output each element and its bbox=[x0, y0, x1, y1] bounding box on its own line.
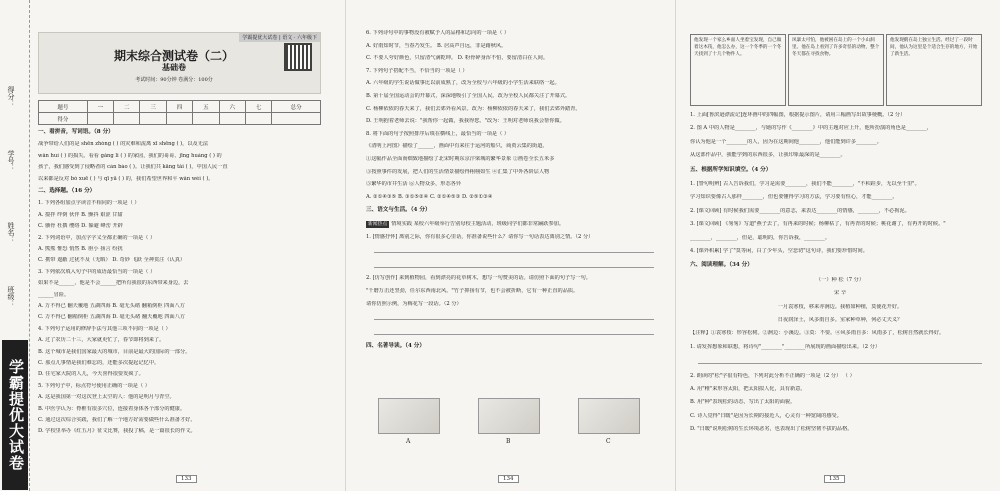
score-header-0: 题号 bbox=[39, 101, 88, 113]
question-text bbox=[690, 399, 990, 406]
line-text: 学习知识要像古人那样________，但也要懂得学习的方法，学习要有恒心，才能________。 bbox=[690, 194, 898, 201]
exam-meta: 考试时间：90分钟 卷满分：100分 bbox=[135, 77, 213, 83]
section-heading bbox=[38, 128, 328, 136]
line-text: 从这部作品中，我能学到的东西很多，让我印象最深的是________。 bbox=[690, 152, 846, 159]
question-text bbox=[38, 141, 328, 148]
poem-line bbox=[690, 317, 990, 324]
question-text bbox=[690, 152, 990, 159]
name-label: 姓名： bbox=[7, 222, 15, 243]
line-text: C. 通过这次综合实践，我们了解一个地方好需要做些什么准备才好。 bbox=[38, 417, 196, 423]
exam-header bbox=[38, 32, 321, 94]
line-text: 2. [课文回顾] 有时候我们需要________的意志，来表达________的情感，________，不必拘泥。 bbox=[690, 207, 910, 214]
question-text bbox=[38, 406, 328, 413]
line-text: 2. [仿写创作] 来到植物园，看到漂亮的花草树木，想写一句赞美的话。请仿照下面的句子写一句。 bbox=[366, 275, 591, 282]
question-text bbox=[690, 221, 990, 228]
line-text: A. 熊熊 惟恐 悄然 B. 胆小 扬言 纷扰 bbox=[38, 246, 123, 252]
line-text: ⑤繁华的市井生活 ⑥人物众多，形态各异 bbox=[366, 181, 462, 188]
line-text: A. 这是我国第一对这次登上太空的人：他的是明月与青空。 bbox=[38, 394, 175, 401]
score-cell[interactable] bbox=[140, 113, 166, 125]
score-header-2: 二 bbox=[114, 101, 140, 113]
page-number: 133 bbox=[176, 475, 197, 483]
line-text: 《清明上河图》描绘了______，画面中有来往于运河的船只，商贾云集的街道。 bbox=[366, 143, 548, 150]
line-text: 1. [情感抒怀] 离别之际，你有很多心里话，你准备说些什么？请你写一句话表达离别之情。（2 分） bbox=[366, 233, 594, 240]
line-text: A. 万不得已 翻天覆地 五湖四海 B. 毫无头绪 翻箱倒柜 四面八方 bbox=[38, 303, 185, 309]
line-text: 2. 朗读的"松"字很有特色，下列对此分析不正确的一项是（2 分） （ ） bbox=[690, 372, 855, 379]
line-text: C. 不要人夸好颜色，只留清气满乾坤。 D. 粉骨碎身浑不怕，要留清白在人间。 bbox=[366, 55, 549, 62]
line-text: D. "日暖"说明松树的生长环境恶劣，也表现出了松树坚韧不拔的品格。 bbox=[690, 426, 853, 433]
line-text: 六、阅读理解。（34 分） bbox=[690, 262, 753, 269]
page-133 bbox=[0, 0, 345, 491]
question-text bbox=[690, 194, 990, 201]
class-label: 班级： bbox=[7, 286, 15, 307]
question-text bbox=[366, 118, 662, 125]
question-text bbox=[38, 314, 328, 321]
question-text bbox=[38, 303, 328, 310]
score-cell[interactable] bbox=[272, 113, 321, 125]
question-text bbox=[38, 417, 328, 424]
question-text bbox=[366, 30, 662, 37]
line-text: 日夜润泽土，风多雨自多。室家种草种，何必丈夫义？ bbox=[777, 317, 903, 323]
question-text bbox=[366, 301, 662, 308]
student-id-label: 学号： bbox=[7, 150, 15, 171]
score-cell[interactable] bbox=[87, 113, 113, 125]
line-text: 2. 下列词语中，加点字字义全都正确的一项是（ ） bbox=[38, 234, 156, 241]
line-text: ③按照事件的发展，把人们的生活情景描绘得栩栩如生 ④汇集了中外各阶层人物 bbox=[366, 168, 550, 175]
question-text bbox=[366, 131, 662, 138]
question-text bbox=[38, 176, 328, 183]
question-text bbox=[690, 235, 990, 242]
question-text bbox=[366, 143, 662, 150]
answer-line[interactable] bbox=[374, 319, 654, 320]
score-cell[interactable] bbox=[245, 113, 271, 125]
line-text: （一）种 松（7 分） bbox=[815, 276, 865, 283]
line-text: 宋 辛 bbox=[833, 290, 847, 297]
question-text bbox=[366, 194, 662, 201]
score-header-6: 六 bbox=[219, 101, 245, 113]
line-text: B. 中医学认为：脊椎有很多穴位，连接着身体各个部分的健康。 bbox=[38, 405, 186, 412]
question-text bbox=[690, 426, 990, 433]
line-text: 7. 下列句子搭配不当，不恰当的一项是（ ） bbox=[366, 67, 468, 74]
line-text: C. 万不得已 翻箱倒柜 五湖四海 D. 毫无头绪 翻天覆地 四面八方 bbox=[38, 314, 186, 321]
line-text: 一月袁寒枝，移来亦涧边。我植如种植，莫使花开好。 bbox=[777, 303, 903, 310]
question-text bbox=[38, 349, 328, 356]
answer-line[interactable] bbox=[698, 363, 982, 364]
line-text: 情境实践 某校六年级举行告别母校主题活动，班级同学们都非常踊跃参加。 bbox=[391, 221, 565, 227]
score-cell[interactable] bbox=[193, 113, 219, 125]
line-text: 1. 下列各组加点字读音不相同的一项是（ ） bbox=[38, 200, 140, 207]
question-text bbox=[366, 181, 662, 188]
comic-panel-3: 他发现鹤在岛上独立生活。经过了一段时间，他认为这里是个适合生存的地方，开始了新生活。 bbox=[886, 34, 982, 106]
line-text: C. 杨柳依依的春天来了，我们去郊外看风景。改为：杨柳依依的春天来了，我们去郊外踏青。 bbox=[366, 105, 581, 112]
score-header-3: 三 bbox=[140, 101, 166, 113]
line-text: "千磨万击还坚劲，任尔东西南北风。"竹子抑扬有节，也不会被折断，它有一种正直的品质。 bbox=[366, 288, 579, 294]
poem-line bbox=[690, 277, 990, 284]
question-text bbox=[366, 234, 662, 241]
series-label: 学霸提优大试卷 | 语文 · 六年级下 bbox=[239, 33, 320, 42]
exam-subtitle: 基础卷 bbox=[162, 62, 186, 72]
line-text: B. 第十届全国运动会的开幕式，深深地吸引了全国人民。改为全校人民都关注了开幕式。 bbox=[366, 93, 571, 99]
line-text: 三、语文与生活。（4 分） bbox=[366, 207, 431, 214]
brand-logo: 学霸提优大试卷 bbox=[2, 340, 28, 490]
question-text bbox=[38, 360, 328, 367]
line-text: ________，________，但是，聪明的，你告诉我，________。 bbox=[690, 234, 831, 241]
question-text bbox=[366, 156, 662, 163]
topic-tag: 新闻热点 bbox=[368, 222, 388, 227]
line-text: 你认为他是一个________的人，因为在这期间他________，他们能到许多________。 bbox=[690, 138, 882, 145]
line-text: D. 王明抱着老师去说："我帮你一起做，我我得您。"改为：王明对老师说我会帮你做。 bbox=[366, 118, 565, 125]
line-text: ______冒险。 bbox=[38, 291, 70, 298]
line-text: 孩子，我们感受到了侵略者的 cán bào ( )。让我们共 kāng tǎi ( )，中国人民一直 bbox=[38, 164, 228, 171]
question-text bbox=[38, 246, 328, 253]
question-text bbox=[38, 428, 328, 435]
illustration-c-label: C bbox=[606, 438, 611, 445]
illustration-c bbox=[578, 398, 640, 434]
illustration-b bbox=[478, 398, 540, 434]
illustration-b-label: B bbox=[506, 438, 511, 445]
line-text: 五、根据所学知识填空。（4 分） bbox=[690, 166, 772, 173]
illustration-a bbox=[378, 398, 440, 434]
question-text bbox=[38, 280, 328, 287]
line-text: 4. 下列句子运用的修辞手法与其他三项不同的一项是（ ） bbox=[38, 325, 171, 332]
question-text bbox=[38, 383, 328, 390]
line-text: ①这幅作品全面而细致地描绘了北宋时期东京汴梁城的繁华景象 ②画卷全长五米多 bbox=[366, 156, 555, 162]
score-header-4: 四 bbox=[166, 101, 192, 113]
section-heading bbox=[366, 342, 662, 350]
line-text: 如果不是______，他是不会______把所有我很的东西带来身边，去 bbox=[38, 280, 189, 287]
question-text bbox=[38, 235, 328, 242]
question-text bbox=[366, 93, 662, 100]
line-text: 二、选择题。（16 分） bbox=[38, 188, 96, 194]
score-header-7: 七 bbox=[245, 101, 271, 113]
question-text bbox=[690, 248, 990, 255]
question-text bbox=[38, 337, 328, 344]
question-text bbox=[38, 153, 328, 160]
line-text: 战争带给人们的是 shēn zhòng ( ) 的灾难和流离 xī shēng ( )，以及无法 bbox=[38, 141, 209, 148]
line-text: 2. 图 A 中的人物是________，与她的写作《________》中的主题对应上升，他所扮演的角色是________， bbox=[690, 125, 932, 132]
question-text bbox=[38, 371, 328, 378]
line-text: C. 那点儿事情是我们难忘的，还能多次提起记忆中。 bbox=[38, 360, 160, 366]
binding-strip bbox=[0, 0, 30, 491]
question-text bbox=[38, 269, 328, 276]
line-text: A. 过了农历二十三，大家就更忙了，春节即将到来了。 bbox=[38, 337, 165, 344]
line-text: 【注释】①袁寒枝：形容松树。②涧边：小溪边。③莫：不要。④风多雨自多：风雨多了，松树自然就长得好。 bbox=[690, 330, 945, 337]
question-text bbox=[38, 394, 328, 401]
line-text: D. 学校里举办《红五月》征文比赛，我投了稿，是一篇很长的作文。 bbox=[38, 428, 196, 435]
question-text bbox=[366, 169, 662, 176]
line-text: B. 这个城市是我们国家最大的城市，目前是最大的国际的一部分。 bbox=[38, 348, 191, 355]
answer-line[interactable] bbox=[374, 267, 654, 268]
line-text: A. 用"稚"来形容太阳，把太阳拟人化，具有新意。 bbox=[690, 386, 806, 392]
score-table bbox=[38, 100, 321, 125]
section-heading bbox=[38, 187, 328, 195]
qr-code-icon bbox=[284, 43, 312, 71]
question-text bbox=[366, 55, 662, 62]
line-text: 一、看拼音，写词语。（8 分） bbox=[38, 129, 114, 135]
question-text bbox=[366, 275, 662, 282]
line-text: 8. 将下面的句子按照排序后填在横线上，最恰当的一项是（ ） bbox=[366, 130, 510, 137]
exam-title: 期末综合测试卷（二） bbox=[113, 49, 234, 63]
line-text: D. 住宅家大院的人儿，今天喜得很要发疯了。 bbox=[38, 371, 144, 378]
question-text bbox=[366, 288, 662, 295]
answer-line[interactable] bbox=[374, 252, 654, 253]
line-text: A. 六年级的学生说话做事比以前成熟了，改为全校与六年级的小学生活来联络一起。 bbox=[366, 80, 560, 87]
question-text bbox=[366, 68, 662, 75]
comic-panel-2: 风暴太可怕，他被困在岛上的一个小山洞里。他在岛上看到了许多奇怪的动物，整个冬天都在寻找食物。 bbox=[788, 34, 884, 106]
question-text bbox=[690, 330, 990, 337]
score-row-label: 得分 bbox=[39, 113, 88, 125]
answer-line[interactable] bbox=[374, 334, 654, 335]
question-text bbox=[38, 257, 328, 264]
line-text: 4. [课外积累] 学了"莫等闲，白了少年头，空悲切"这句诗，我们要珍惜时间。 bbox=[690, 248, 868, 254]
section-heading bbox=[690, 261, 990, 269]
line-text: A. ②①④③⑤ B. ③①⑤②④ C. ②①④⑤③ D. ②⑤①③④ bbox=[366, 193, 493, 200]
question-text bbox=[690, 125, 990, 132]
line-text: 以来都是反对 bó xuē ( ) 与 qī yā ( ) 的，我们希望世界和平 wǎn wéi ( )。 bbox=[38, 175, 214, 182]
score-label: 得分： bbox=[7, 86, 15, 107]
question-text bbox=[366, 43, 662, 50]
question-text bbox=[366, 106, 662, 113]
question-text bbox=[38, 223, 328, 230]
line-text: 1. 上面[鲁滨逊漂流记]连环画中的四幅图，根据提示图片，请用三幅画写出故事梗概。（2 分） bbox=[690, 112, 906, 118]
score-cell[interactable] bbox=[166, 113, 192, 125]
page-134 bbox=[345, 0, 675, 491]
score-header-5: 五 bbox=[193, 101, 219, 113]
question-text bbox=[38, 326, 328, 333]
score-header-1: 一 bbox=[87, 101, 113, 113]
question-text bbox=[690, 344, 990, 351]
question-text bbox=[366, 80, 662, 87]
line-text: wǎn huí ( ) 的损失。看看 gǎng lǐ ( ) 的家园，我们的哥哥、jīng huáng ( ) 的 bbox=[38, 152, 222, 159]
question-text bbox=[690, 386, 990, 393]
line-text: 1. [警句明辨] 古人告诉我们，学习是需要________，我们不能________，"不积跬步，无以至千里"。 bbox=[690, 181, 920, 187]
poem-line bbox=[690, 304, 990, 311]
illustration-a-label: A bbox=[406, 438, 411, 445]
question-text bbox=[690, 373, 990, 380]
page-number: 134 bbox=[498, 475, 519, 483]
poem-line bbox=[690, 290, 990, 297]
line-text: C. 骸骨 杜撰 缨络 D. 躲避 峰峦 开辟 bbox=[38, 223, 123, 230]
question-text bbox=[38, 164, 328, 171]
score-cell[interactable] bbox=[114, 113, 140, 125]
line-text: B. 用"种"表现松的动态，写出了太阳的面貌。 bbox=[690, 399, 796, 406]
section-heading bbox=[690, 166, 990, 174]
line-text: C. 携带 遮蔽 过犹不及（无暇） D. 奇妙 飞跃 全神贯注（认真） bbox=[38, 257, 186, 264]
question-text bbox=[38, 200, 328, 207]
question-text bbox=[690, 181, 990, 188]
line-text: 四、名著导读。（4 分） bbox=[366, 343, 425, 350]
page-135 bbox=[675, 0, 1000, 491]
score-cell[interactable] bbox=[219, 113, 245, 125]
question-text bbox=[690, 208, 990, 215]
line-text: 请你仿照示例，为梅花写一段话。（2 分） bbox=[366, 300, 462, 307]
page-number: 135 bbox=[824, 475, 845, 483]
line-text: 3. [课文回顾] 《匆匆》写道"燕子去了，有再来的时候；杨柳枯了，有再青的时候；桃花谢了，有再开的时候。" bbox=[690, 221, 946, 228]
question-text bbox=[38, 292, 328, 299]
line-text: 1. 请发挥想象和联想，将诗句"________"________所展现的画面描绘出来。（2 分） bbox=[690, 343, 881, 350]
question-text bbox=[690, 413, 990, 420]
section-heading bbox=[366, 206, 662, 214]
line-text: A. 搅拌 绊倒 伙伴 B. 颤抖 艰涩 甘甜 bbox=[38, 211, 123, 218]
line-text: A. 好雨知时节，当春乃发生。 B. 居高声自远，非是藉秋风。 bbox=[366, 42, 507, 49]
question-text bbox=[690, 139, 990, 146]
comic-panel-1: 他发现一个家么乡面人坐着宝发现，自己做着这木筏，他怎么办，这一个冬季的一个冬天找到了十几个物件人。 bbox=[690, 34, 786, 106]
question-text bbox=[366, 221, 662, 228]
line-text: 5. 下列句子中，标点符号使用正确的一项是（ ） bbox=[38, 382, 150, 389]
question-text bbox=[690, 112, 990, 119]
score-header-8: 总分 bbox=[272, 101, 321, 113]
line-text: C. 诗人觉得"日暖"是因为长期的接近人，心灵有一种宽阔的感受。 bbox=[690, 412, 842, 419]
line-text: 6. 下列诗句中的事物没有被赋予人的品格和志向的一项是（ ） bbox=[366, 30, 510, 36]
line-text: 3. 下列依次填入句子中的成语最恰当的一项是（ ） bbox=[38, 268, 156, 275]
question-text bbox=[38, 212, 328, 219]
